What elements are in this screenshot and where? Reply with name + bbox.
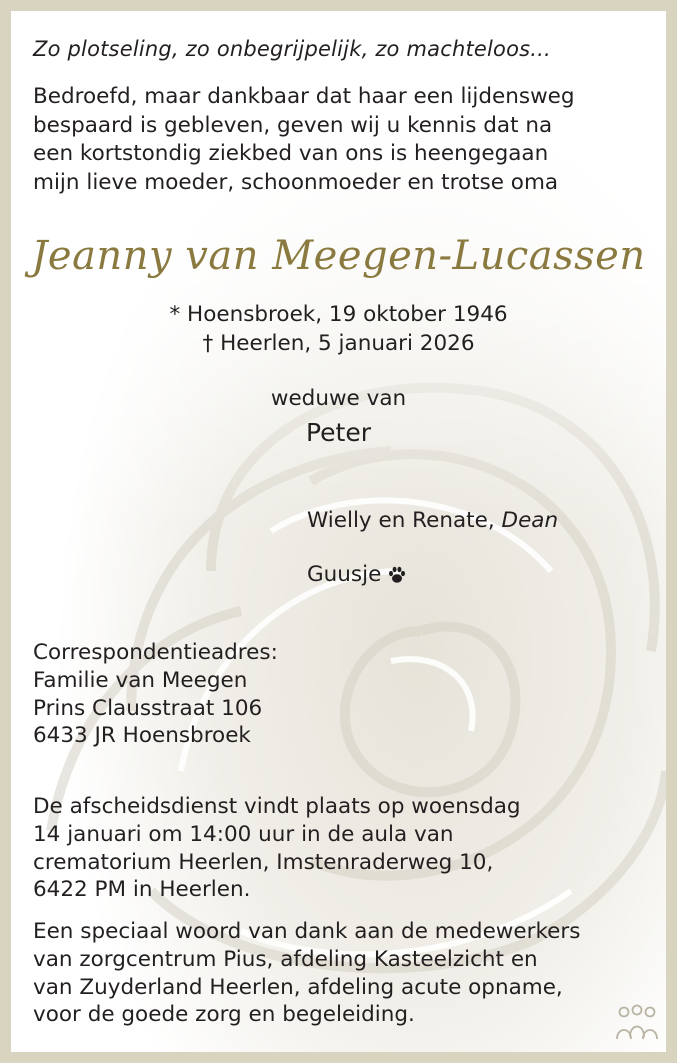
- deceased-name: Jeanny van Meegen-Lucassen: [31, 233, 646, 279]
- address-line: Familie van Meegen: [33, 667, 248, 693]
- address-line: Correspondentieadres:: [33, 640, 278, 665]
- thanks-line: van Zuyderland Heerlen, afdeling acute opname,: [33, 974, 563, 1000]
- children-names: Wielly en Renate,: [307, 508, 502, 533]
- service-line: 14 januari om 14:00 uur in de aula van: [33, 821, 454, 847]
- service-line: crematorium Heerlen, Imstenraderweg 10,: [33, 849, 494, 875]
- intro-line: Bedroefd, maar dankbaar dat haar een lijdensweg: [33, 84, 575, 109]
- family-logo-icon: [615, 1003, 659, 1043]
- service-line: 6422 PM in Heerlen.: [33, 877, 251, 903]
- birth-info: * Hoensbroek, 19 oktober 1946: [169, 302, 508, 327]
- widow-label: weduwe van: [270, 386, 407, 411]
- intro-line: mijn lieve moeder, schoonmoeder en trotse oma: [33, 169, 559, 195]
- motto: Zo plotseling, zo onbegrijpelijk, zo machteloos...: [33, 37, 551, 61]
- thanks-line: Een speciaal woord van dank aan de medewerkers: [33, 919, 581, 944]
- thanks-line: van zorgcentrum Pius, afdeling Kasteelzicht en: [33, 946, 538, 972]
- pet-name: Guusje: [307, 562, 382, 587]
- thanks-line: voor de goede zorg en begeleiding.: [33, 1002, 415, 1028]
- thanks-paragraph: [33, 918, 580, 1029]
- service-details: [33, 793, 521, 904]
- intro-paragraph: [33, 83, 575, 197]
- grandchild-name: Dean: [501, 508, 559, 533]
- correspondence-address: [33, 639, 278, 750]
- children-line: [307, 507, 558, 535]
- address-line: Prins Clausstraat 106: [33, 695, 263, 721]
- death-info: † Heerlen, 5 januari 2026: [202, 331, 475, 356]
- intro-line: bespaard is gebleven, geven wij u kennis dat na: [33, 112, 553, 138]
- widow-name: Peter: [305, 418, 372, 447]
- pet-line: [307, 561, 407, 589]
- address-line: 6433 JR Hoensbroek: [33, 723, 251, 749]
- paw-icon: [387, 565, 407, 585]
- service-line: De afscheidsdienst vindt plaats op woensdag: [33, 794, 521, 819]
- intro-line: een kortstondig ziekbed van ons is heengegaan: [33, 141, 549, 166]
